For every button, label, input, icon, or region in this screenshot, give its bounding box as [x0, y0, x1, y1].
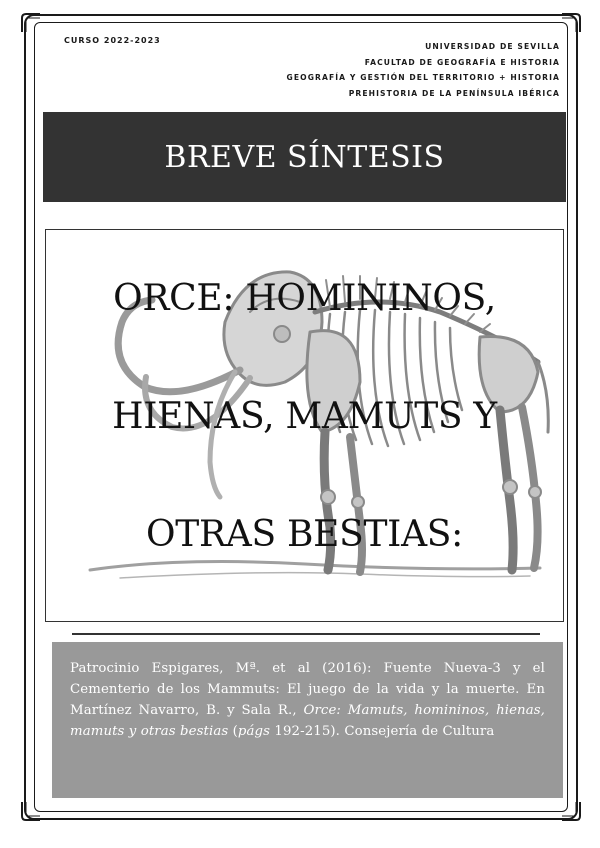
corner-ornament-top-left-icon [20, 12, 42, 34]
institution-subject: PREHISTORIA DE LA PENÍNSULA IBÉRICA [348, 88, 560, 98]
course-year: CURSO 2022-2023 [64, 36, 161, 45]
institution-university: UNIVERSIDAD DE SEVILLA [425, 42, 560, 51]
citation-box [52, 642, 563, 798]
institution-degree: GEOGRAFÍA Y GESTIÓN DEL TERRITORIO + HISTORIA [286, 73, 560, 82]
banner [43, 112, 566, 202]
corner-ornament-bottom-right-icon [560, 800, 582, 822]
section-divider [72, 633, 540, 635]
citation-part-1: Patrocinio Espigares, Mª. et al (2016): Fuente Nueva-3 y el Cementerio de los Mammuts: El juego de la vida y la muerte. En Martínez Navarro, B. y Sala R., [70, 661, 545, 718]
cover-title-line-3: OTRAS BESTIAS: [146, 514, 463, 555]
banner-title: BREVE SÍNTESIS [164, 139, 445, 175]
citation-text [70, 658, 545, 742]
cover-figure [45, 229, 564, 622]
institution-block [287, 39, 560, 101]
citation-part-3: 192-215). Consejería de Cultura [270, 724, 495, 739]
citation-pages-abbrev: págs [237, 724, 271, 739]
institution-faculty: FACULTAD DE GEOGRAFÍA E HISTORIA [364, 57, 560, 67]
citation-book-title: Orce: Mamuts, homininos, hienas, mamuts y otras bestias [70, 703, 545, 739]
corner-ornament-bottom-left-icon [20, 800, 42, 822]
cover-title-line-2: HIENAS, MAMUTS Y [112, 396, 497, 437]
citation-part-2: ( [228, 724, 238, 739]
corner-ornament-top-right-icon [560, 12, 582, 34]
cover-title-line-1: ORCE: HOMININOS, [113, 278, 496, 319]
cover-title [46, 230, 563, 621]
